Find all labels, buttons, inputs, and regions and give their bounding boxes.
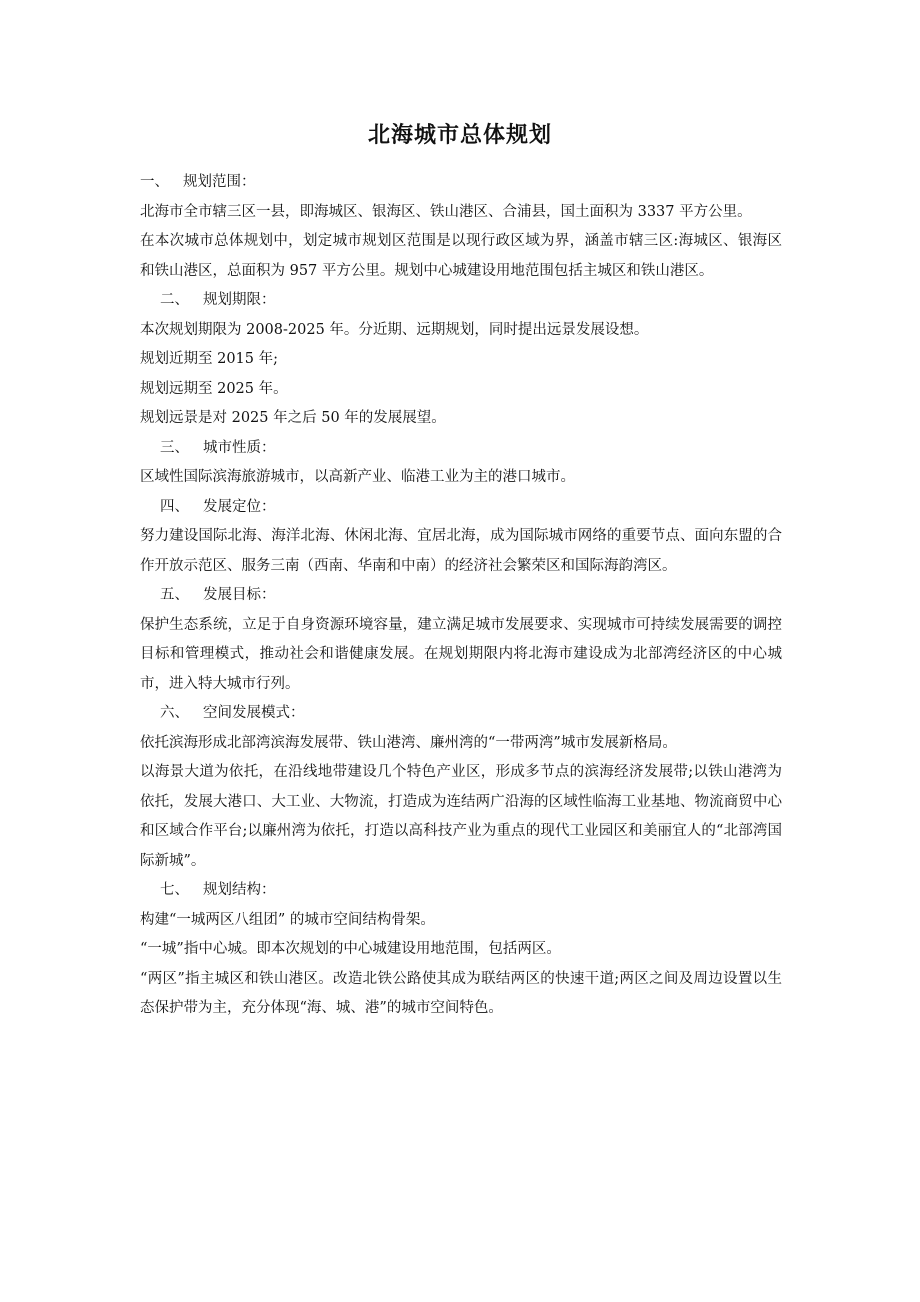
section-heading-4 bbox=[140, 493, 782, 523]
paragraph: 规划远期至 2025 年。 bbox=[140, 380, 288, 397]
section-label: 规划范围： bbox=[183, 174, 256, 190]
section-heading-6 bbox=[140, 699, 782, 729]
section-number: 五、 bbox=[160, 587, 189, 603]
paragraph: 本次规划期限为 2008-2025 年。分近期、远期规划，同时提出远景发展设想。 bbox=[140, 321, 649, 338]
section-heading-3 bbox=[140, 434, 782, 464]
section-label: 规划结构： bbox=[203, 882, 276, 898]
paragraph: 构建“一城两区八组团” 的城市空间结构骨架。 bbox=[140, 911, 435, 928]
section-label: 规划期限： bbox=[203, 292, 276, 308]
section-number: 二、 bbox=[160, 292, 189, 308]
section-label: 发展目标： bbox=[203, 587, 276, 603]
paragraph: 规划近期至 2015 年; bbox=[140, 351, 279, 367]
section-heading-5 bbox=[140, 581, 782, 611]
paragraph: 区域性国际滨海旅游城市，以高新产业、临港工业为主的港口城市。 bbox=[140, 469, 575, 485]
document-body bbox=[140, 168, 782, 1024]
paragraph: 依托滨海形成北部湾滨海发展带、铁山港湾、廉州湾的“一带两湾”城市发展新格局。 bbox=[140, 734, 677, 751]
paragraph: 以海景大道为依托，在沿线地带建设几个特色产业区，形成多节点的滨海经济发展带;以铁山港湾为依托，发展大港口、大工业、大物流，打造成为连结两广沿海的区域性临海工业基地、物流商贸中心和区域合作平台;以廉州湾为依托，打造以高科技产业为重点的现代工业园区和美丽宜人的“北部湾国际新城”。 bbox=[140, 764, 782, 869]
paragraph: 北海市全市辖三区一县，即海城区、银海区、铁山港区、合浦县，国土面积为 3337 平方公里。 bbox=[140, 203, 752, 220]
section-heading-7 bbox=[140, 876, 782, 906]
section-number: 四、 bbox=[160, 498, 189, 515]
section-label: 空间发展模式： bbox=[203, 705, 305, 721]
section-heading-1 bbox=[140, 168, 782, 198]
section-number: 一、 bbox=[140, 174, 169, 190]
document-title: 北海城市总体规划 bbox=[367, 123, 552, 148]
section-label: 发展定位： bbox=[203, 498, 276, 515]
section-heading-2 bbox=[140, 286, 782, 316]
paragraph: 保护生态系统，立足于自身资源环境容量，建立满足城市发展要求、实现城市可持续发展需要的调控目标和管理模式，推动社会和谐健康发展。在规划期限内将北海市建设成为北部湾经济区的中心城市，进入特大城市行列。 bbox=[140, 616, 782, 692]
paragraph: 努力建设国际北海、海洋北海、休闲北海、宜居北海，成为国际城市网络的重要节点、面向东盟的合作开放示范区、服务三南（西南、华南和中南）的经济社会繁荣区和国际海韵湾区。 bbox=[140, 528, 782, 574]
section-label: 城市性质： bbox=[203, 439, 276, 456]
paragraph: 规划远景是对 2025 年之后 50 年的发展展望。 bbox=[140, 410, 446, 426]
paragraph: “一城”指中心城。即本次规划的中心城建设用地范围，包括两区。 bbox=[140, 941, 561, 957]
paragraph: “两区”指主城区和铁山港区。改造北铁公路使其成为联结两区的快速干道;两区之间及周边设置以生态保护带为主，充分体现“海、城、港”的城市空间特色。 bbox=[140, 970, 782, 1016]
section-number: 三、 bbox=[160, 439, 189, 456]
paragraph: 在本次城市总体规划中，划定城市规划区范围是以现行政区域为界，涵盖市辖三区:海城区、银海区和铁山港区，总面积为 957 平方公里。规划中心城建设用地范围包括主城区和铁山港区。 bbox=[140, 233, 782, 279]
section-number: 七、 bbox=[160, 882, 189, 898]
section-number: 六、 bbox=[160, 705, 189, 721]
